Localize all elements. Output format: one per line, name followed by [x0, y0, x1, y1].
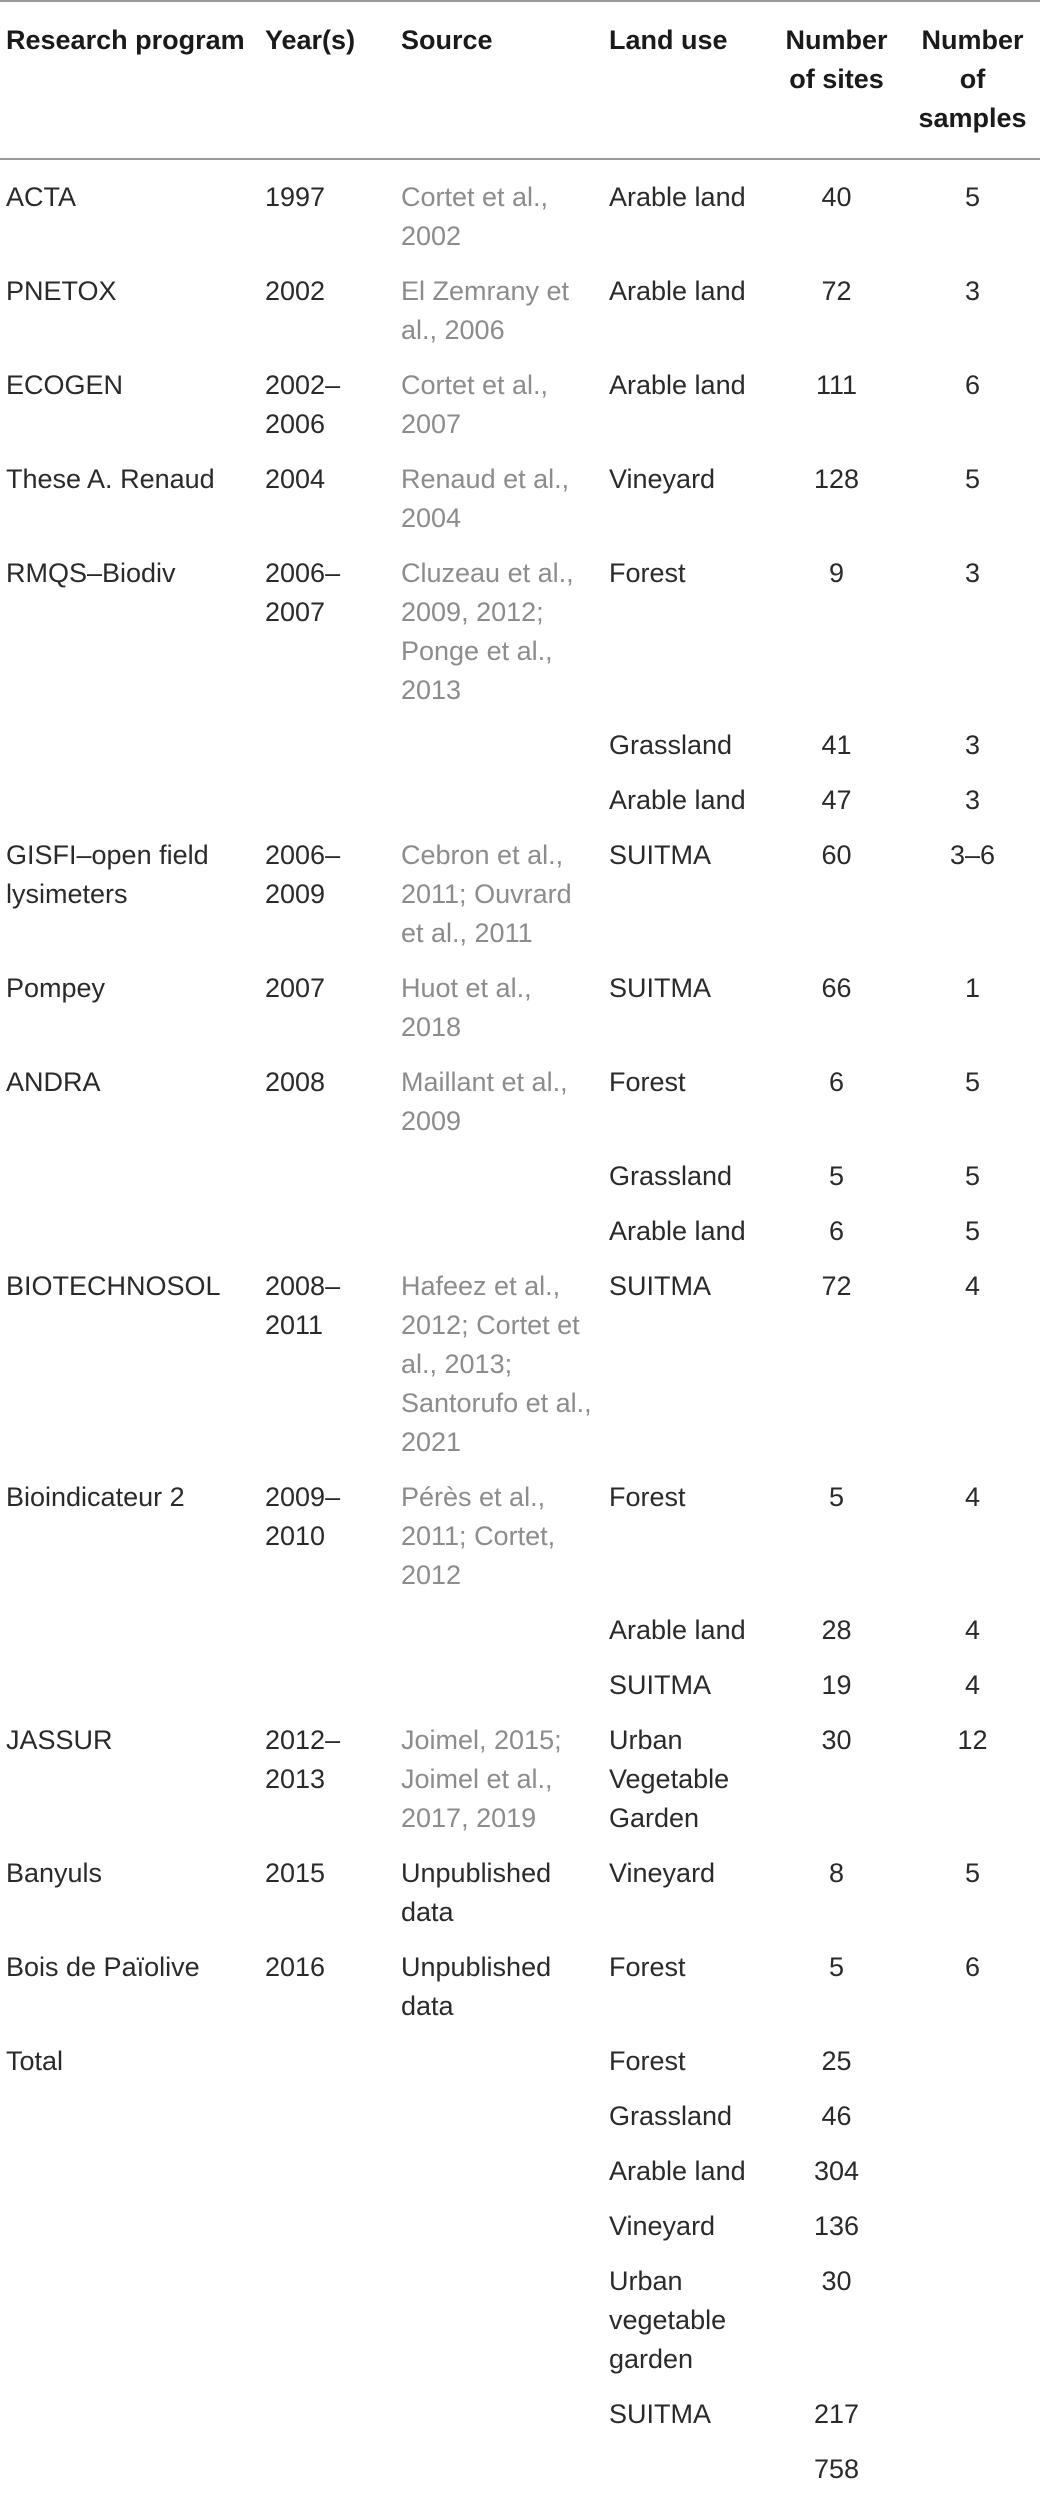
cell-number-of-sites: 25 [821, 2046, 852, 2076]
cell-source: Joimel, 2015; Joimel et al., 2017, 2019 [401, 1725, 562, 1833]
cell-years: 2004 [265, 464, 326, 494]
cell-number-of-sites: 60 [821, 840, 852, 870]
header-years: Year(s) [265, 25, 356, 55]
cell-land-use: Arable land [609, 1615, 746, 1645]
cell-number-of-sites: 136 [813, 2211, 860, 2241]
cell-research-program: Bois de Païolive [6, 1952, 200, 1982]
cell-land-use: Forest [609, 2046, 686, 2076]
cell-number-of-samples: 5 [964, 182, 981, 212]
cell-research-program: Banyuls [6, 1858, 103, 1888]
table-row [0, 1259, 1040, 1470]
cell-research-program [0, 1149, 259, 1204]
cell-land-use: Arable land [609, 1216, 746, 1246]
cell-years [259, 773, 395, 828]
cell-years: 2007 [265, 973, 326, 1003]
cell-years [259, 1204, 395, 1259]
cell-number-of-samples: 3 [964, 730, 981, 760]
cell-number-of-sites: 6 [828, 1216, 845, 1246]
cell-land-use: Grassland [609, 730, 733, 760]
cell-number-of-sites: 19 [821, 1670, 852, 1700]
header-source: Source [401, 25, 493, 55]
cell-land-use: SUITMA [609, 973, 712, 1003]
table-row [0, 1713, 1040, 1846]
cell-research-program: RMQS–Biodiv [6, 558, 176, 588]
table-row [0, 1940, 1040, 2034]
cell-years [259, 2089, 395, 2144]
cell-years: 2006–2007 [265, 558, 341, 627]
cell-number-of-sites: 5 [828, 1952, 845, 1982]
cell-source [395, 2199, 603, 2254]
cell-number-of-samples: 3–6 [949, 840, 996, 870]
table-row [0, 828, 1040, 961]
cell-land-use: SUITMA [609, 1670, 712, 1700]
cell-number-of-samples: 3 [964, 785, 981, 815]
cell-land-use: Grassland [609, 1161, 733, 1191]
cell-land-use: Vineyard [609, 1858, 716, 1888]
cell-years [259, 2034, 395, 2089]
cell-years [259, 2254, 395, 2387]
cell-research-program: JASSUR [6, 1725, 113, 1755]
cell-land-use: Arable land [609, 370, 746, 400]
table-row [0, 2254, 1040, 2387]
cell-source: Pérès et al., 2011; Cortet, 2012 [401, 1482, 556, 1590]
header-number-of-sites: Number of sites [785, 25, 888, 94]
cell-source: Unpublished data [401, 1858, 552, 1927]
cell-years: 2012–2013 [265, 1725, 341, 1794]
cell-number-of-sites: 304 [813, 2156, 860, 2186]
cell-source [395, 1149, 603, 1204]
cell-years [259, 1658, 395, 1713]
cell-research-program [0, 2144, 259, 2199]
cell-number-of-samples [905, 2254, 1040, 2387]
table-row [0, 1149, 1040, 1204]
cell-source: Huot et al., 2018 [401, 973, 532, 1042]
cell-number-of-samples: 5 [964, 1216, 981, 1246]
cell-number-of-sites: 41 [821, 730, 852, 760]
table-row [0, 2089, 1040, 2144]
cell-years: 2006–2009 [265, 840, 341, 909]
cell-number-of-samples: 4 [964, 1615, 981, 1645]
cell-number-of-sites: 128 [813, 464, 860, 494]
cell-source: Cebron et al., 2011; Ouvrard et al., 2011 [401, 840, 572, 948]
cell-years [259, 718, 395, 773]
cell-research-program: GISFI–open field lysimeters [6, 840, 209, 909]
cell-number-of-samples: 3 [964, 276, 981, 306]
table-row [0, 1204, 1040, 1259]
table-row [0, 2442, 1040, 2497]
cell-years: 1997 [265, 182, 326, 212]
cell-land-use: Forest [609, 1067, 686, 1097]
table-row [0, 2144, 1040, 2199]
cell-research-program: ANDRA [6, 1067, 101, 1097]
cell-land-use: Arable land [609, 276, 746, 306]
table-body [0, 159, 1040, 2497]
cell-land-use: Forest [609, 1482, 686, 1512]
cell-years [259, 2144, 395, 2199]
cell-source [395, 2034, 603, 2089]
cell-number-of-sites: 72 [821, 1271, 852, 1301]
cell-research-program [0, 1603, 259, 1658]
table-header [0, 1, 1040, 159]
cell-land-use: Forest [609, 1952, 686, 1982]
cell-years: 2016 [265, 1952, 326, 1982]
table-row [0, 452, 1040, 546]
table-row [0, 2387, 1040, 2442]
cell-number-of-sites: 5 [828, 1482, 845, 1512]
cell-number-of-samples: 1 [964, 973, 981, 1003]
table-row [0, 1055, 1040, 1149]
cell-number-of-samples: 4 [964, 1670, 981, 1700]
cell-years [259, 2442, 395, 2497]
cell-number-of-sites: 758 [813, 2454, 860, 2484]
cell-research-program: BIOTECHNOSOL [6, 1271, 221, 1301]
cell-source [395, 718, 603, 773]
cell-land-use: Arable land [609, 182, 746, 212]
table-row [0, 773, 1040, 828]
cell-number-of-sites: 47 [821, 785, 852, 815]
cell-years: 2002 [265, 276, 326, 306]
cell-number-of-samples: 5 [964, 1858, 981, 1888]
cell-number-of-sites: 28 [821, 1615, 852, 1645]
cell-land-use: Arable land [609, 785, 746, 815]
cell-number-of-samples: 4 [964, 1271, 981, 1301]
table-row [0, 1603, 1040, 1658]
cell-years [259, 1149, 395, 1204]
cell-number-of-sites: 30 [821, 1725, 852, 1755]
cell-source [395, 2387, 603, 2442]
cell-research-program: These A. Renaud [6, 464, 215, 494]
cell-research-program [0, 2254, 259, 2387]
cell-number-of-sites: 66 [821, 973, 852, 1003]
cell-source [395, 1658, 603, 1713]
cell-years: 2008 [265, 1067, 326, 1097]
cell-research-program [0, 773, 259, 828]
cell-source: Renaud et al., 2004 [401, 464, 570, 533]
cell-number-of-samples: 5 [964, 1067, 981, 1097]
cell-number-of-sites: 72 [821, 276, 852, 306]
cell-land-use: SUITMA [609, 840, 712, 870]
cell-research-program: Total [6, 2046, 64, 2076]
table-row [0, 264, 1040, 358]
cell-years [259, 2387, 395, 2442]
header-research-program: Research program [6, 25, 245, 55]
table-row [0, 546, 1040, 718]
cell-source [395, 2089, 603, 2144]
cell-source: Unpublished data [401, 1952, 552, 2021]
cell-land-use: Arable land [609, 2156, 746, 2186]
cell-research-program: Pompey [6, 973, 106, 1003]
cell-land-use [603, 2442, 768, 2497]
cell-number-of-samples: 4 [964, 1482, 981, 1512]
cell-source: Hafeez et al., 2012; Cortet et al., 2013; Santorufo et al., 2021 [401, 1271, 592, 1457]
cell-source [395, 773, 603, 828]
cell-number-of-sites: 8 [828, 1858, 845, 1888]
table-row [0, 1470, 1040, 1603]
cell-research-program [0, 1658, 259, 1713]
cell-number-of-samples: 3 [964, 558, 981, 588]
cell-number-of-samples: 12 [957, 1725, 988, 1755]
cell-number-of-sites: 217 [813, 2399, 860, 2429]
cell-source [395, 2254, 603, 2387]
cell-years: 2009–2010 [265, 1482, 341, 1551]
cell-source [395, 2442, 603, 2497]
cell-number-of-samples [905, 2034, 1040, 2089]
cell-source [395, 1204, 603, 1259]
cell-number-of-samples: 6 [964, 1952, 981, 1982]
table-row [0, 2199, 1040, 2254]
cell-source [395, 1603, 603, 1658]
cell-research-program: Bioindicateur 2 [6, 1482, 185, 1512]
cell-years [259, 1603, 395, 1658]
table-row [0, 2034, 1040, 2089]
cell-source: Cluzeau et al., 2009, 2012; Ponge et al., 2013 [401, 558, 574, 705]
cell-years: 2002–2006 [265, 370, 341, 439]
cell-land-use: Urban vegetable garden [609, 2266, 727, 2374]
cell-research-program: ECOGEN [6, 370, 124, 400]
cell-years: 2015 [265, 1858, 326, 1888]
cell-number-of-samples: 5 [964, 464, 981, 494]
header-land-use: Land use [609, 25, 728, 55]
cell-number-of-samples: 5 [964, 1161, 981, 1191]
cell-source: Cortet et al., 2002 [401, 182, 549, 251]
cell-number-of-sites: 111 [815, 370, 858, 400]
cell-number-of-sites: 46 [821, 2101, 852, 2131]
cell-research-program [0, 1204, 259, 1259]
cell-research-program [0, 2199, 259, 2254]
cell-research-program: PNETOX [6, 276, 117, 306]
table-row [0, 1846, 1040, 1940]
cell-number-of-samples [905, 2387, 1040, 2442]
cell-land-use: Urban Vegetable Garden [609, 1725, 730, 1833]
cell-number-of-sites: 40 [821, 182, 852, 212]
cell-number-of-sites: 5 [828, 1161, 845, 1191]
cell-number-of-sites: 30 [821, 2266, 852, 2296]
table-row [0, 718, 1040, 773]
cell-land-use: Vineyard [609, 2211, 716, 2241]
cell-number-of-sites: 9 [828, 558, 845, 588]
cell-source: Cortet et al., 2007 [401, 370, 549, 439]
header-row [0, 1, 1040, 159]
cell-source: Maillant et al., 2009 [401, 1067, 568, 1136]
cell-number-of-sites: 6 [828, 1067, 845, 1097]
cell-research-program: ACTA [6, 182, 77, 212]
cell-land-use: Vineyard [609, 464, 716, 494]
cell-research-program [0, 718, 259, 773]
cell-research-program [0, 2387, 259, 2442]
cell-number-of-samples [905, 2089, 1040, 2144]
cell-land-use: SUITMA [609, 1271, 712, 1301]
cell-number-of-samples [905, 2442, 1040, 2497]
cell-number-of-samples: 6 [964, 370, 981, 400]
header-number-of-samples: Number of samples [918, 25, 1027, 133]
cell-source [395, 2144, 603, 2199]
table-row [0, 961, 1040, 1055]
table-row [0, 159, 1040, 264]
cell-years [259, 2199, 395, 2254]
cell-number-of-samples [905, 2144, 1040, 2199]
cell-number-of-samples [905, 2199, 1040, 2254]
cell-source: El Zemrany et al., 2006 [401, 276, 570, 345]
cell-land-use: Forest [609, 558, 686, 588]
cell-land-use: Grassland [609, 2101, 733, 2131]
table-row [0, 1658, 1040, 1713]
cell-years: 2008–2011 [265, 1271, 341, 1340]
cell-research-program [0, 2089, 259, 2144]
cell-research-program [0, 2442, 259, 2497]
table-row [0, 358, 1040, 452]
cell-land-use: SUITMA [609, 2399, 712, 2429]
